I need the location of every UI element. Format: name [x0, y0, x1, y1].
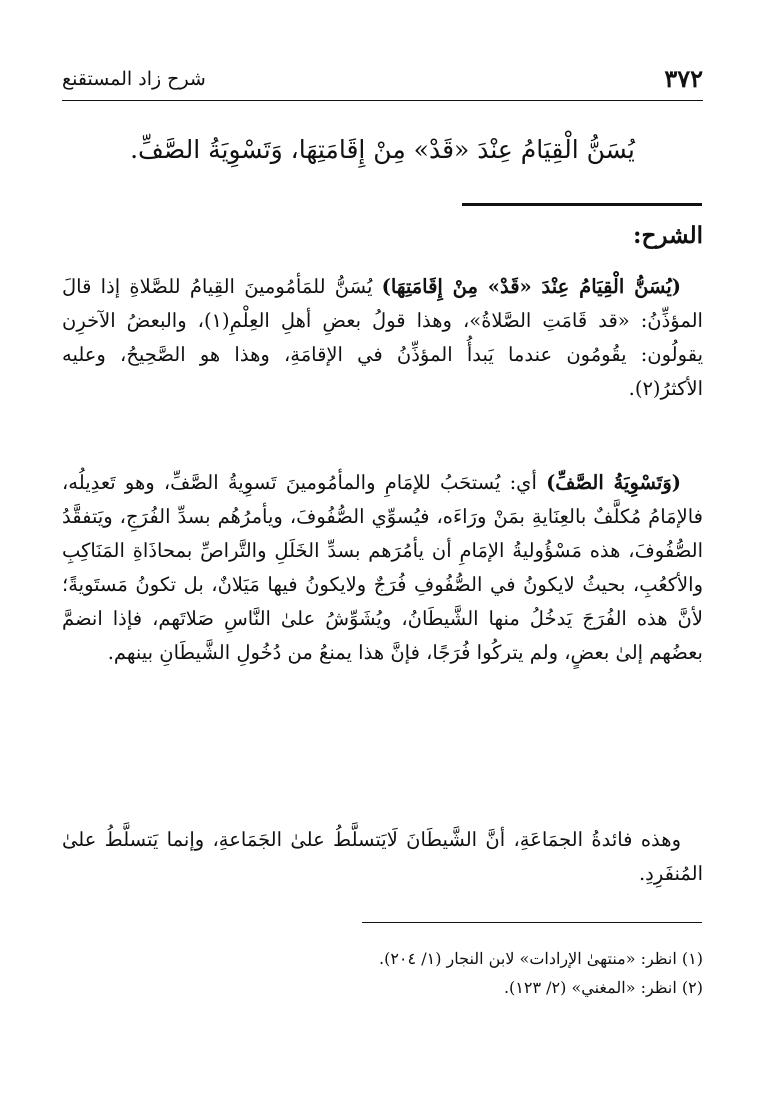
header-divider [62, 100, 703, 101]
quoted-matn: (وَتَسْوِيَةُ الصَّفِّ) [546, 471, 681, 494]
footnote: (١) انظر: «منتهىٰ الإرادات» لابن النجار (١/ ٢٠٤). [379, 949, 703, 968]
running-title: شرح زاد المستقنع [62, 68, 206, 90]
paragraph-text: أي: يُستحَبُ للإمَامِ والمأمُومينَ تَسوِيةُ الصَّفِّ، وهو تَعدِيلُه، فالإمَامُ مُكلَّفٌ بالعِنَايةِ بمَنْ ورَاءَه، فيُسوِّي الصُّفُوفَ، ويأمرُهُم بسدِّ الفُرَجِ، ويَتفقَّدُ الصُّفُوفَ، هذه مَسْؤُوليةُ الإمَامِ أن يأمُرَهم بسدِّ الخَلَلِ والتَّراصِّ بمحاذَاةِ المَنَاكِبِ والأكعُبِ، بحيثُ لايكونُ في الصُّفُوفِ فُرَجٌ ولايكونُ فيها مَيَلانٌ، بل تكونُ مَستَويةً؛ لأنَّ هذه الفُرَجَ يَدخُلُ منها الشَّيطَانُ، ويُشَوِّشُ علىٰ النَّاسِ صَلاتَهم، فإذا انضمَّ بعضُهم إلىٰ بعضٍ، ولم يتركُوا فُرَجًا، فإنَّ هذا يمنعُ من دُخُولِ الشَّيطَانِ بينهم. [62, 471, 703, 664]
paragraph-text: يُسَنُّ للمَأمُومينَ القِيامُ للصَّلاةِ إذا قالَ المؤذِّنُ: «قد قَامَتِ الصَّلاةُ»، وهذا قولُ بعضِ أهلِ العِلْمِ(١)، والبعضُ الآخرِن يقولُون: يقُومُون عندما يَبدأُ المؤذِّنُ في الإقامَةِ، وهذا هو الصَّحِيحُ، وعليه الأكثرُ(٢). [62, 275, 703, 400]
quoted-matn: (يُسَنُّ الْقِيَامُ عِنْدَ «قَدْ» مِنْ إِقَامَتِهَا) [381, 275, 681, 298]
footnotes [62, 944, 703, 1002]
page-number: ٣٧٢ [664, 64, 703, 93]
section-label: الشرح: [633, 222, 703, 249]
matn-divider [462, 203, 702, 206]
matn-text: يُسَنُّ الْقِيَامُ عِنْدَ «قَدْ» مِنْ إِقَامَتِهَا، وَتَسْوِيَةُ الصَّفِّ. [130, 135, 635, 164]
footnote-divider [362, 922, 702, 923]
commentary-paragraph [62, 270, 703, 406]
commentary-paragraph [62, 823, 703, 891]
page-header [62, 62, 703, 100]
footnote: (٢) انظر: «المغني» (٢/ ١٢٣). [503, 978, 703, 997]
paragraph-text: وهذه فائدةُ الجمَاعَةِ، أنَّ الشَّيطَانَ لَايَتسلَّطُ علىٰ الجَمَاعةِ، وإنما يَتسلَّطُ علىٰ المُنفَرِدِ. [62, 828, 703, 885]
commentary-paragraph [62, 466, 703, 670]
